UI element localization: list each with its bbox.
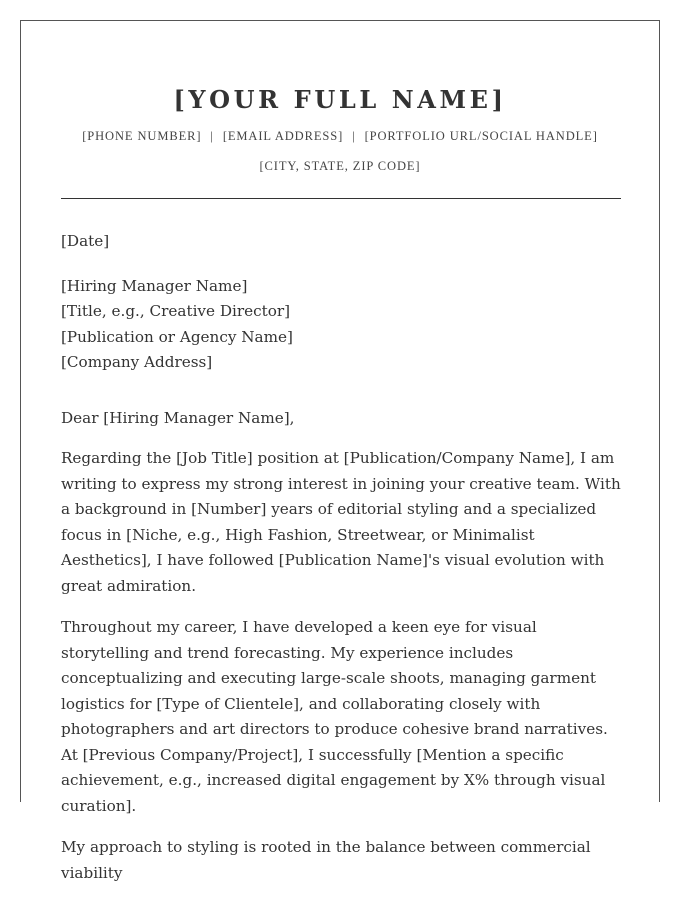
paragraph-intro: Regarding the [Job Title] position at [Publication/Company Name], I am writing to express my strong interest in joining your creative team. With a background in [Number] years of editorial styling and a specialized focus in [Niche, e.g., High Fashion, Streetwear, or Minimalist Aesthetics], I have followed [Publication Name]'s visual evolution with great admiration.: [61, 449, 621, 595]
email-address: [EMAIL ADDRESS]: [222, 129, 344, 143]
letter-body: [61, 229, 627, 902]
separator: |: [210, 129, 214, 143]
letter-date: [Date]: [61, 232, 110, 250]
contact-line: [21, 129, 659, 144]
portfolio-handle: [PORTFOLIO URL/SOCIAL HANDLE]: [364, 129, 598, 143]
location-line: [CITY, STATE, ZIP CODE]: [259, 159, 421, 173]
letter-page: [20, 20, 660, 882]
recipient-organization: [Publication or Agency Name]: [61, 327, 293, 346]
recipient-block: [61, 274, 627, 376]
separator: |: [352, 129, 356, 143]
applicant-name: [YOUR FULL NAME]: [173, 85, 507, 114]
recipient-name: [Hiring Manager Name]: [61, 276, 248, 295]
paragraph-approach: My approach to styling is rooted in the balance between commercial viability: [61, 838, 591, 882]
paragraph-experience: Throughout my career, I have developed a keen eye for visual storytelling and trend forecasting. My experience includes conceptualizing and executing large-scale shoots, managing garment logistics for [Type of Clientele], and collaborating closely with photographers and art directors to produce cohesive brand narratives. At [Previous Company/Project], I successfully [Mention a specific achievement, e.g., increased digital engagement by X% through visual curation].: [61, 618, 608, 815]
recipient-address: [Company Address]: [61, 353, 213, 371]
recipient-title: [Title, e.g., Creative Director]: [61, 302, 291, 320]
phone-number: [PHONE NUMBER]: [82, 129, 202, 143]
header-divider: [61, 198, 621, 199]
salutation: Dear [Hiring Manager Name],: [61, 408, 295, 427]
